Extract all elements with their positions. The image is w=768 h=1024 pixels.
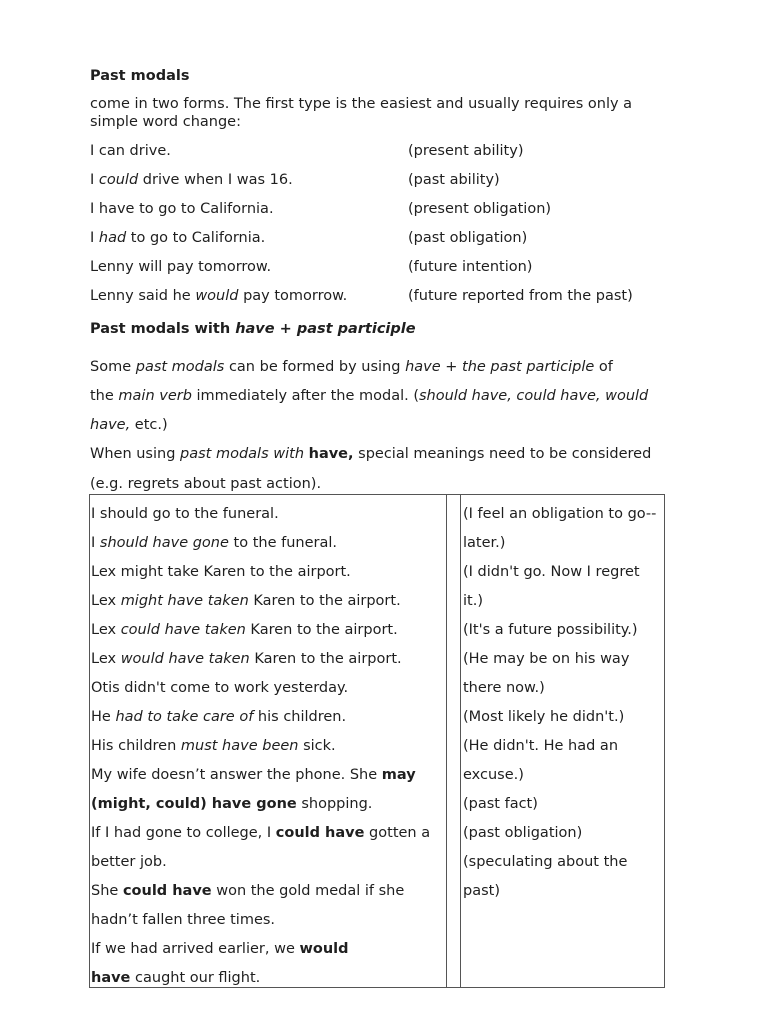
note-line: (It's a future possibility.) — [463, 622, 638, 638]
table-line: (might, could) have gone shopping. — [91, 796, 373, 812]
example-sentence: Lenny said he would pay tomorrow. — [90, 288, 348, 304]
example-note: (future intention) — [408, 259, 533, 275]
example-note: (future reported from the past) — [408, 288, 633, 304]
note-line: (past obligation) — [463, 825, 583, 841]
table-line: hadn’t fallen three times. — [91, 912, 276, 928]
table-sentences-cell — [91, 503, 447, 996]
note-line: (speculating about the — [463, 854, 628, 870]
note-line: (He may be on his way — [463, 651, 630, 667]
example-note: (past ability) — [408, 172, 500, 188]
table-line: Lex might have taken Karen to the airport. — [91, 593, 401, 609]
table-line: She could have won the gold medal if she — [91, 883, 405, 899]
table-line: I should go to the funeral. — [91, 506, 279, 522]
note-line: past) — [463, 883, 500, 899]
table-notes-cell — [463, 503, 668, 909]
example-note: (present ability) — [408, 143, 524, 159]
note-line: (past fact) — [463, 796, 538, 812]
note-line: (I didn't go. Now I regret — [463, 564, 640, 580]
table-line: His children must have been sick. — [91, 738, 336, 754]
note-line: it.) — [463, 593, 483, 609]
table-line: If we had arrived earlier, we would — [91, 941, 349, 957]
text-line: have, etc.) — [90, 417, 168, 433]
table-line: He had to take care of his children. — [91, 709, 347, 725]
column-divider — [460, 495, 461, 987]
intro-paragraph: come in two forms. The first type is the easiest and usually requires only a simple word change: — [90, 96, 633, 130]
example-row — [90, 172, 690, 201]
table-line: Otis didn't come to work yesterday. — [91, 680, 349, 696]
example-note: (past obligation) — [408, 230, 528, 246]
text-line: Some past modals can be formed by using have + the past participle of — [90, 359, 613, 375]
example-row — [90, 288, 690, 317]
note-line: (He didn't. He had an — [463, 738, 619, 754]
example-row — [90, 230, 690, 259]
table-line: better job. — [91, 854, 167, 870]
examples-table — [89, 494, 665, 988]
example-sentence: I had to go to California. — [90, 230, 266, 246]
note-line: (I feel an obligation to go-- — [463, 506, 657, 522]
text-line: the main verb immediately after the modal. (should have, could have, would — [90, 388, 649, 404]
note-line: (Most likely he didn't.) — [463, 709, 625, 725]
table-line: have caught our flight. — [91, 970, 261, 986]
note-line: there now.) — [463, 680, 545, 696]
section-subheading: Past modals with have + past participle — [90, 321, 416, 337]
example-sentence: I can drive. — [90, 143, 171, 159]
page-heading: Past modals — [90, 68, 190, 84]
text-line: (e.g. regrets about past action). — [90, 476, 322, 492]
table-line: Lex might take Karen to the airport. — [91, 564, 351, 580]
table-line: I should have gone to the funeral. — [91, 535, 337, 551]
note-line: excuse.) — [463, 767, 524, 783]
example-row — [90, 259, 690, 288]
example-row — [90, 201, 690, 230]
example-sentence: Lenny will pay tomorrow. — [90, 259, 272, 275]
table-line: If I had gone to college, I could have gotten a — [91, 825, 431, 841]
table-line: My wife doesn’t answer the phone. She may — [91, 767, 416, 783]
note-line: later.) — [463, 535, 506, 551]
table-line: Lex could have taken Karen to the airport. — [91, 622, 398, 638]
example-row — [90, 143, 690, 172]
example-sentence: I have to go to California. — [90, 201, 274, 217]
example-sentence: I could drive when I was 16. — [90, 172, 293, 188]
example-note: (present obligation) — [408, 201, 552, 217]
text-line: When using past modals with have, special meanings need to be considered — [90, 446, 652, 462]
table-line: Lex would have taken Karen to the airport. — [91, 651, 402, 667]
